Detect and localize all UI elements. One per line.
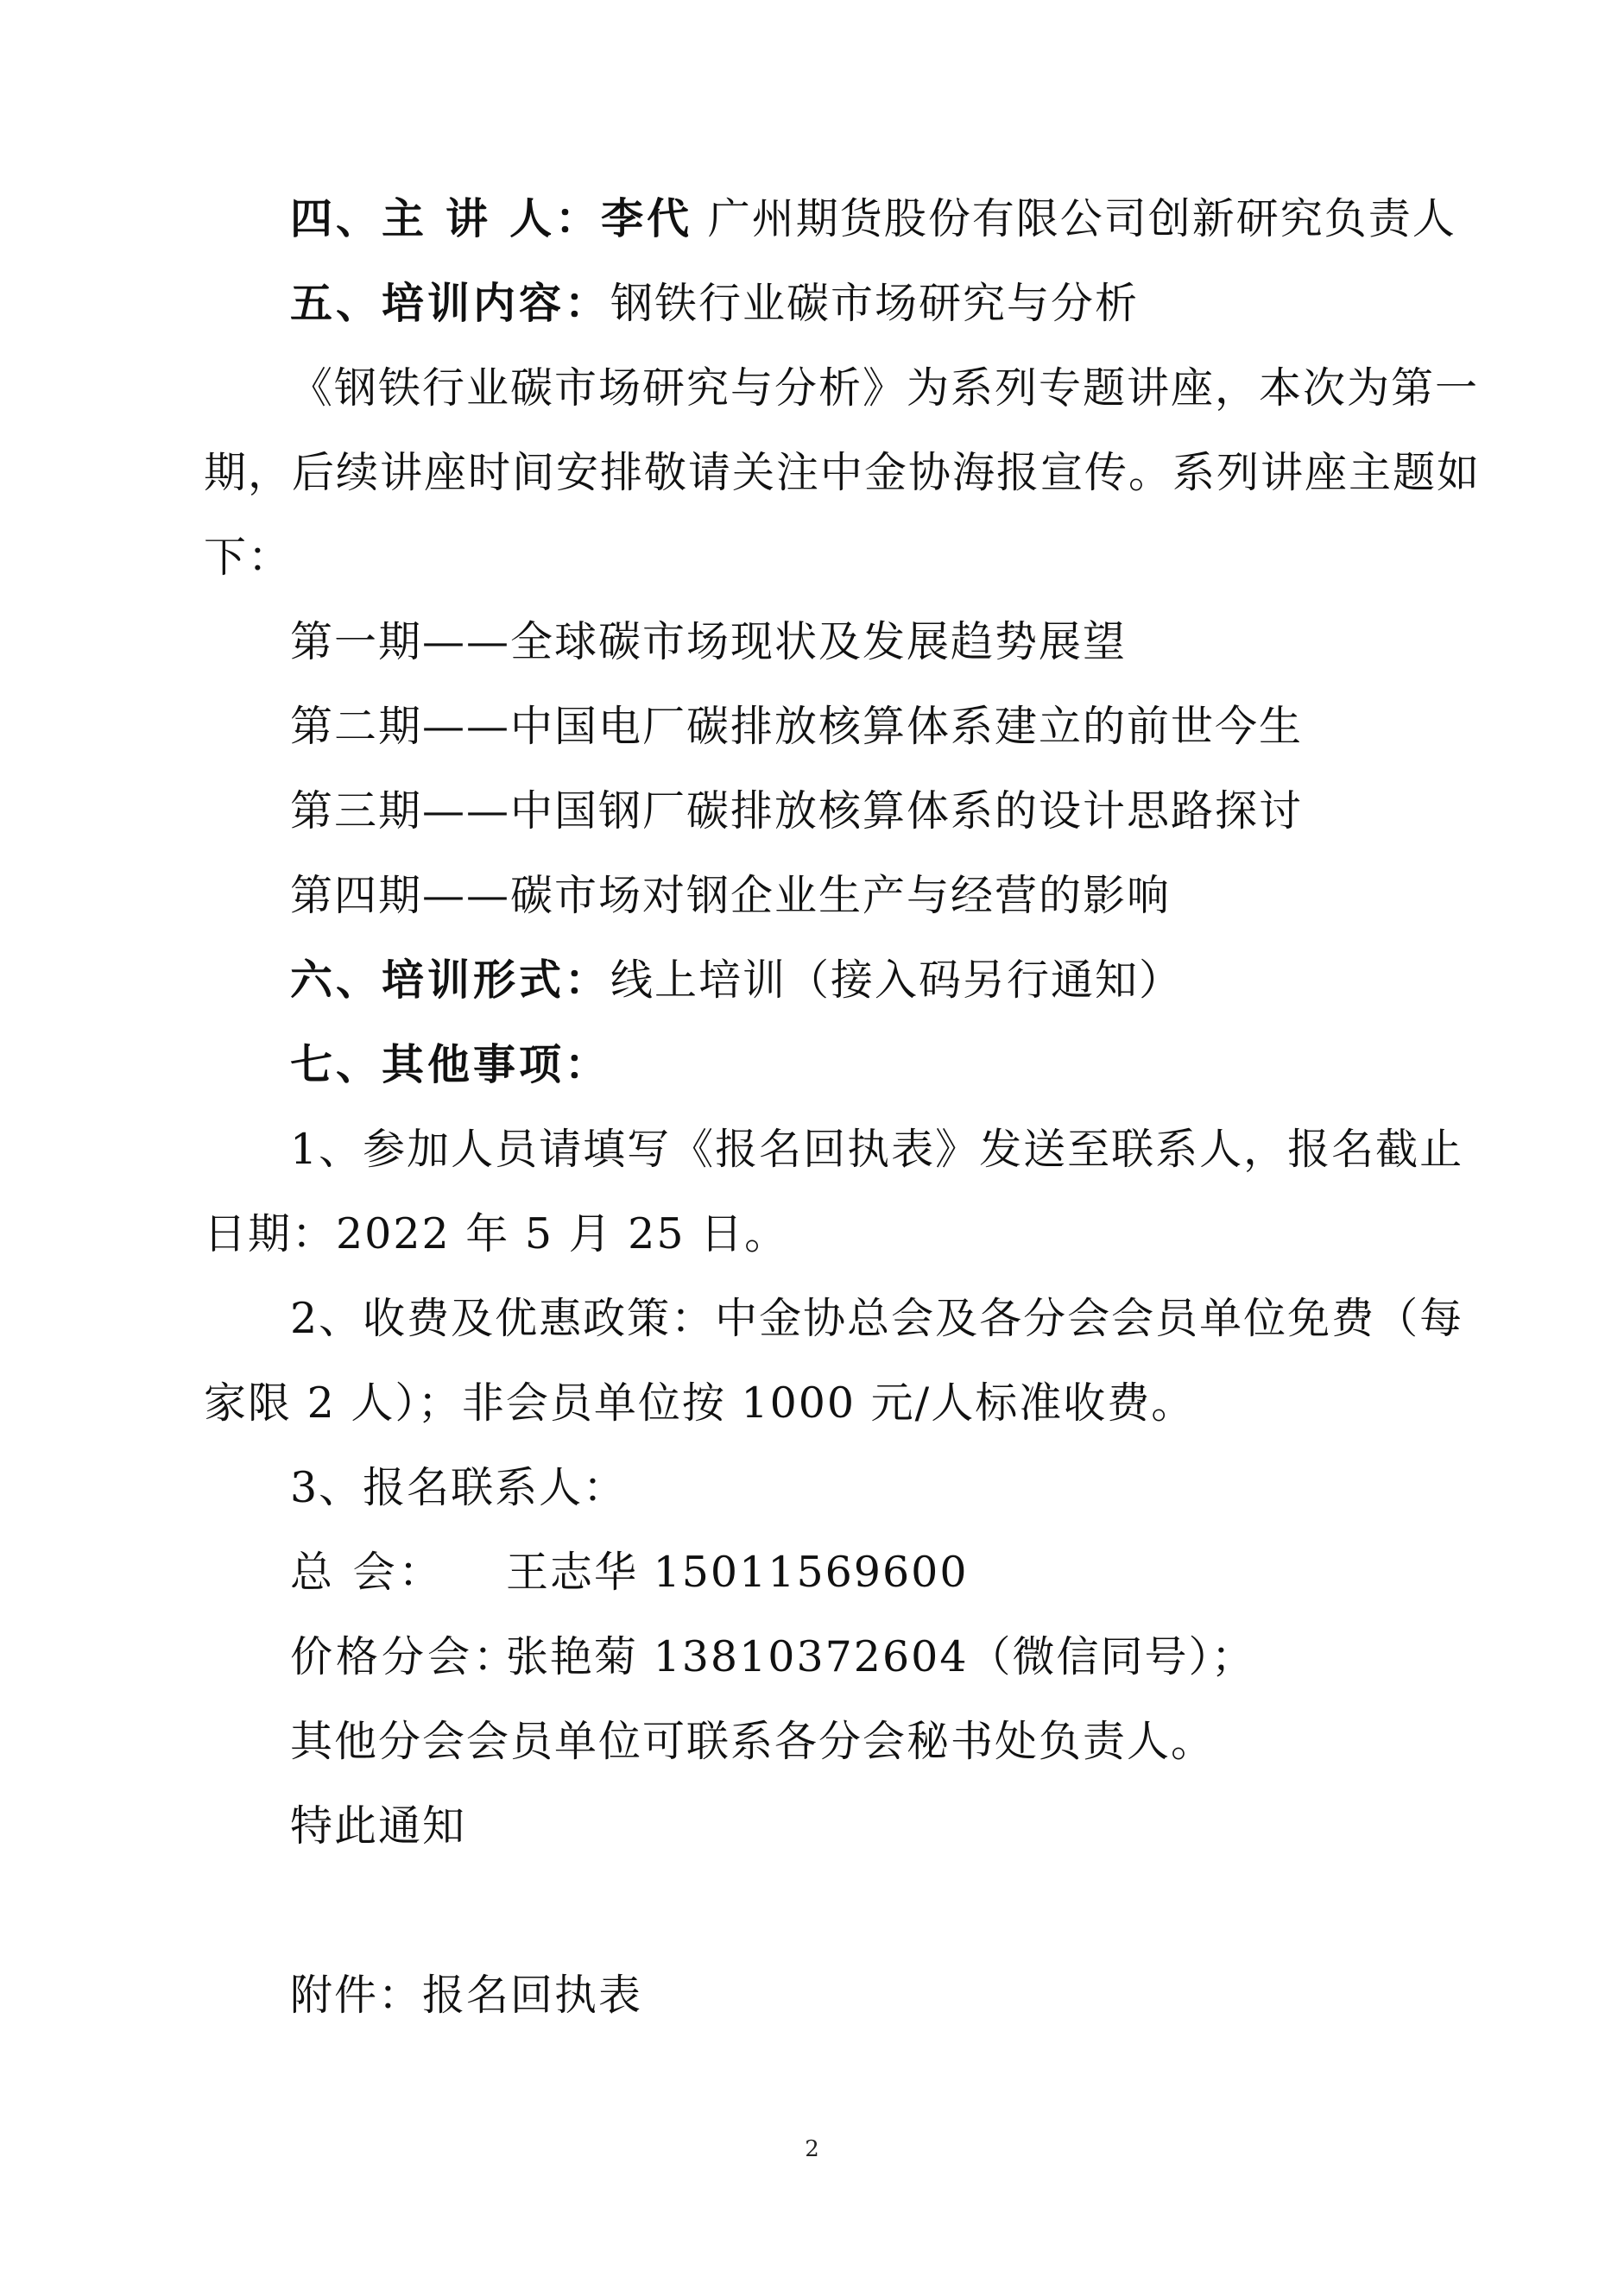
series-intro-line: 期，后续讲座时间安排敬请关注中金协海报宣传。系列讲座主题如 bbox=[204, 448, 1482, 497]
item-registration-line: 1、参加人员请填写《报名回执表》发送至联系人，报名截止 bbox=[290, 1125, 1464, 1174]
attachment-note: 附件：报名回执表 bbox=[290, 1971, 643, 2020]
section-speaker bbox=[204, 177, 1457, 262]
training-form: 线上培训（接入码另行通知） bbox=[610, 956, 1184, 1005]
blank-spacer bbox=[204, 1869, 1451, 1953]
contact-info: 张艳菊 13810372604（微信同号）； bbox=[506, 1632, 1256, 1681]
document-body bbox=[204, 177, 1482, 2038]
section-form bbox=[204, 938, 1451, 1023]
item-contacts-heading: 3、报名联系人： bbox=[290, 1463, 628, 1512]
contact-label: 价格分会： bbox=[290, 1632, 520, 1681]
series-item: 第二期——中国电厂碳排放核算体系建立的前世今生 bbox=[290, 702, 1304, 751]
section-heading-form: 六、培训形式： bbox=[290, 956, 611, 1005]
section-heading-other: 七、其他事项： bbox=[290, 1040, 611, 1089]
closing-text: 特此通知 bbox=[290, 1801, 467, 1851]
section-heading-content: 五、培训内容： bbox=[290, 279, 611, 328]
item-registration-line: 日期：2022 年 5 月 25 日。 bbox=[204, 1209, 789, 1258]
series-intro-line: 《钢铁行业碳市场研究与分析》为系列专题讲座，本次为第一 bbox=[290, 363, 1480, 413]
contact-info: 王志华 15011569600 bbox=[506, 1548, 969, 1597]
item-fee-line: 家限 2 人）；非会员单位按 1000 元/人标准收费。 bbox=[204, 1378, 1196, 1428]
item-fee-line: 2、收费及优惠政策：中金协总会及各分会会员单位免费（每 bbox=[290, 1294, 1464, 1343]
series-item: 第一期——全球碳市场现状及发展趋势展望 bbox=[290, 617, 1128, 666]
page-number: 2 bbox=[805, 2136, 819, 2162]
contact-row bbox=[204, 1530, 1451, 1615]
series-item: 第四期——碳市场对钢企业生产与经营的影响 bbox=[290, 871, 1172, 920]
series-intro-line: 下： bbox=[204, 533, 293, 582]
series-item: 第三期——中国钢厂碳排放核算体系的设计思路探讨 bbox=[290, 786, 1304, 836]
section-heading-speaker: 四、主 讲 人： bbox=[290, 194, 602, 243]
training-topic: 钢铁行业碳市场研究与分析 bbox=[610, 279, 1140, 328]
contact-label: 总 会： bbox=[290, 1548, 445, 1597]
speaker-name: 李代 bbox=[601, 194, 693, 243]
section-content bbox=[204, 262, 1451, 346]
speaker-title: 广州期货股份有限公司创新研究负责人 bbox=[692, 194, 1457, 243]
contact-row bbox=[204, 1615, 1451, 1700]
other-contact-note: 其他分会会员单位可联系各分会秘书处负责人。 bbox=[290, 1717, 1216, 1766]
